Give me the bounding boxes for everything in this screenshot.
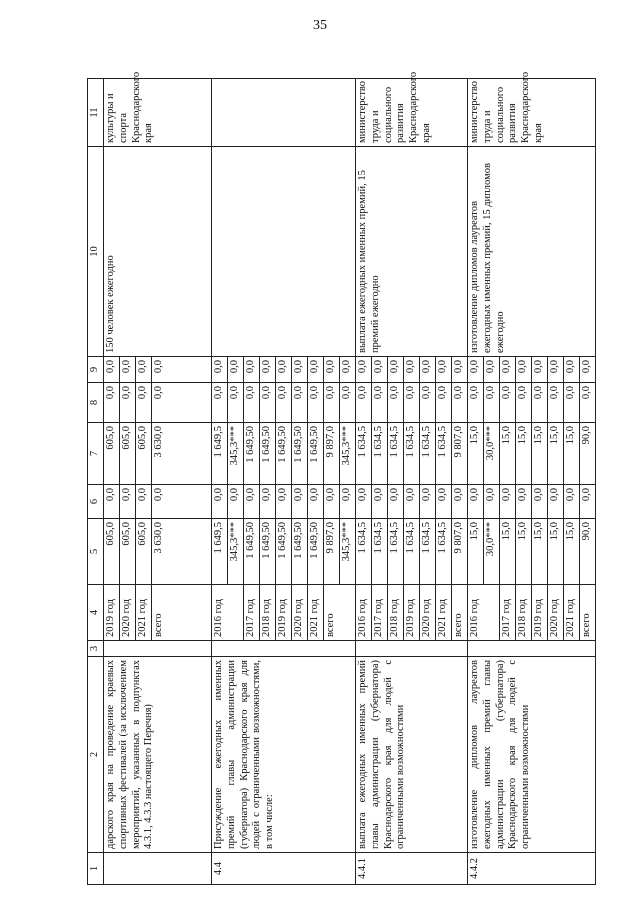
local-cell: 0,0 (436, 383, 452, 423)
federal-cell: 0,0 (468, 485, 484, 519)
total-cell: 15,0 (500, 519, 516, 585)
federal-cell: 0,0 (484, 485, 500, 519)
col-3-cell (212, 641, 356, 657)
other-cell: 0,0 (404, 357, 420, 383)
other-cell: 0,0 (212, 357, 228, 383)
other-cell: 0,0 (484, 357, 500, 383)
item-number: 4.4.1 (356, 853, 468, 885)
year-cell: 2020 год (548, 585, 564, 641)
total-cell: 1 649,50 (276, 519, 292, 585)
regional-cell: 1 634,5 (404, 423, 420, 485)
year-cell: 2020 год (420, 585, 436, 641)
year-cell: 2017 год (500, 585, 516, 641)
other-cell: 0,0 (548, 357, 564, 383)
regional-cell: 9 807,0 (452, 423, 468, 485)
federal-cell: 0,0 (260, 485, 276, 519)
total-cell: 15,0 (548, 519, 564, 585)
item-description: Присуждение ежегодных именных премий главы администрации (губернатора) Краснодарского края для людей с ограниченными возможностями, в том числе: (212, 657, 356, 853)
local-cell: 0,0 (356, 383, 372, 423)
local-cell: 0,0 (324, 383, 340, 423)
regional-cell: 1 634,5 (388, 423, 404, 485)
regional-cell: 9 897,0 (324, 423, 340, 485)
federal-cell: 0,0 (404, 485, 420, 519)
local-cell: 0,0 (484, 383, 500, 423)
total-cell: 15,0 (516, 519, 532, 585)
federal-cell: 0,0 (452, 485, 468, 519)
total-cell: 345,3*** (228, 519, 244, 585)
regional-cell: 15,0 (532, 423, 548, 485)
federal-cell: 0,0 (388, 485, 404, 519)
other-cell: 0,0 (324, 357, 340, 383)
item-number: 4.4.2 (468, 853, 596, 885)
local-cell: 0,0 (500, 383, 516, 423)
total-cell: 605,0 (120, 519, 136, 585)
local-cell: 0,0 (244, 383, 260, 423)
total-cell: 605,0 (104, 519, 120, 585)
executor-cell: министерство труда и социального развития Краснодарского края (356, 79, 468, 147)
federal-cell: 0,0 (324, 485, 340, 519)
total-cell: 605,0 (136, 519, 152, 585)
total-cell: 90,0 (580, 519, 596, 585)
regional-cell: 1 649,50 (308, 423, 324, 485)
regional-cell: 605,0 (120, 423, 136, 485)
local-cell: 0,0 (228, 383, 244, 423)
total-cell: 9 807,0 (452, 519, 468, 585)
regional-cell: 1 649,50 (276, 423, 292, 485)
result-cell: выплата ежегодных именных премий, 15 премий ежегодно (356, 147, 468, 357)
year-cell: 2020 год (120, 585, 136, 641)
other-cell: 0,0 (452, 357, 468, 383)
col-3-cell (104, 641, 212, 657)
other-cell: 0,0 (244, 357, 260, 383)
year-cell: 2020 год (292, 585, 308, 641)
regional-cell: 15,0 (548, 423, 564, 485)
regional-cell: 1 634,5 (372, 423, 388, 485)
regional-cell: 1 649,50 (260, 423, 276, 485)
year-cell: 2021 год (308, 585, 324, 641)
col-6-header: 6 (88, 485, 104, 519)
header-row (88, 79, 104, 885)
table-row (104, 79, 120, 885)
other-cell: 0,0 (420, 357, 436, 383)
year-cell: 2018 год (388, 585, 404, 641)
regional-cell: 15,0 (468, 423, 484, 485)
federal-cell: 0,0 (564, 485, 580, 519)
local-cell: 0,0 (564, 383, 580, 423)
result-cell: 150 человек ежегодно (104, 147, 212, 357)
federal-cell: 0,0 (516, 485, 532, 519)
col-1-header: 1 (88, 853, 104, 885)
other-cell: 0,0 (152, 357, 212, 383)
federal-cell: 0,0 (548, 485, 564, 519)
local-cell: 0,0 (308, 383, 324, 423)
federal-cell: 0,0 (104, 485, 120, 519)
regional-cell: 605,0 (136, 423, 152, 485)
year-cell: 2017 год (372, 585, 388, 641)
other-cell: 0,0 (436, 357, 452, 383)
local-cell: 0,0 (516, 383, 532, 423)
federal-cell: 0,0 (340, 485, 356, 519)
federal-cell: 0,0 (292, 485, 308, 519)
total-cell: 15,0 (532, 519, 548, 585)
federal-cell: 0,0 (532, 485, 548, 519)
executor-cell: культуры и спорта Краснодарского края (104, 79, 212, 147)
regional-cell: 345,3*** (228, 423, 244, 485)
table-row (356, 79, 372, 885)
year-cell: 2016 год (356, 585, 372, 641)
federal-cell: 0,0 (228, 485, 244, 519)
other-cell: 0,0 (532, 357, 548, 383)
other-cell: 0,0 (372, 357, 388, 383)
federal-cell: 0,0 (136, 485, 152, 519)
col-4-header: 4 (88, 585, 104, 641)
local-cell: 0,0 (120, 383, 136, 423)
local-cell: 0,0 (388, 383, 404, 423)
federal-cell: 0,0 (152, 485, 212, 519)
total-cell: 1 634,5 (356, 519, 372, 585)
local-cell: 0,0 (404, 383, 420, 423)
program-table (87, 71, 596, 885)
item-description: выплата ежегодных именных премий главы администрации (губернатора) Краснодарского края для людей с ограниченными возможностями (356, 657, 468, 853)
regional-cell: 90,0 (580, 423, 596, 485)
local-cell: 0,0 (104, 383, 120, 423)
other-cell: 0,0 (120, 357, 136, 383)
federal-cell: 0,0 (276, 485, 292, 519)
local-cell: 0,0 (292, 383, 308, 423)
total-cell: 1 649,5 (212, 519, 228, 585)
local-cell: 0,0 (580, 383, 596, 423)
local-cell: 0,0 (372, 383, 388, 423)
regional-cell: 1 649,50 (244, 423, 260, 485)
year-cell: всего (152, 585, 212, 641)
year-cell: всего (324, 585, 356, 641)
year-cell: 2021 год (564, 585, 580, 641)
table-row (468, 79, 484, 885)
other-cell: 0,0 (564, 357, 580, 383)
col-2-header: 2 (88, 657, 104, 853)
local-cell: 0,0 (548, 383, 564, 423)
federal-cell: 0,0 (372, 485, 388, 519)
other-cell: 0,0 (260, 357, 276, 383)
regional-cell: 1 634,5 (436, 423, 452, 485)
federal-cell: 0,0 (500, 485, 516, 519)
col-9-header: 9 (88, 357, 104, 383)
year-cell: 2019 год (104, 585, 120, 641)
total-cell: 3 630,0 (152, 519, 212, 585)
executor-cell: министерство труда и социального развития Краснодарского края (468, 79, 596, 147)
total-cell: 30,0*** (484, 519, 500, 585)
col-3-cell (356, 641, 468, 657)
regional-cell: 1 649,5 (212, 423, 228, 485)
local-cell: 0,0 (420, 383, 436, 423)
total-cell: 1 634,5 (420, 519, 436, 585)
other-cell: 0,0 (500, 357, 516, 383)
federal-cell: 0,0 (120, 485, 136, 519)
federal-cell: 0,0 (308, 485, 324, 519)
total-cell: 1 649,50 (260, 519, 276, 585)
table-row (212, 79, 228, 885)
local-cell: 0,0 (468, 383, 484, 423)
local-cell: 0,0 (340, 383, 356, 423)
total-cell: 1 649,50 (308, 519, 324, 585)
regional-cell: 15,0 (564, 423, 580, 485)
col-5-header: 5 (88, 519, 104, 585)
federal-cell: 0,0 (436, 485, 452, 519)
federal-cell: 0,0 (580, 485, 596, 519)
year-cell: 2021 год (436, 585, 452, 641)
local-cell: 0,0 (260, 383, 276, 423)
other-cell: 0,0 (356, 357, 372, 383)
local-cell: 0,0 (212, 383, 228, 423)
other-cell: 0,0 (228, 357, 244, 383)
total-cell: 1 634,5 (372, 519, 388, 585)
executor-cell (212, 79, 356, 147)
federal-cell: 0,0 (356, 485, 372, 519)
col-3-header: 3 (88, 641, 104, 657)
col-7-header: 7 (88, 423, 104, 485)
item-description: изготовление дипломов лауреатов ежегодных именных премий главы администрации (губернатора) Краснодарского края для людей с ограниченными возможностями (468, 657, 596, 853)
federal-cell: 0,0 (212, 485, 228, 519)
item-number (104, 853, 212, 885)
total-cell: 15,0 (564, 519, 580, 585)
other-cell: 0,0 (292, 357, 308, 383)
other-cell: 0,0 (388, 357, 404, 383)
year-cell: 2018 год (516, 585, 532, 641)
year-cell: всего (452, 585, 468, 641)
year-cell: 2019 год (404, 585, 420, 641)
regional-cell: 605,0 (104, 423, 120, 485)
col-11-header: 11 (88, 79, 104, 147)
local-cell: 0,0 (136, 383, 152, 423)
year-cell: 2017 год (244, 585, 260, 641)
program-table-rotated (87, 71, 592, 885)
regional-cell: 30,0*** (484, 423, 500, 485)
page-number: 35 (313, 18, 327, 33)
regional-cell: 1 634,5 (356, 423, 372, 485)
total-cell: 1 649,50 (244, 519, 260, 585)
regional-cell: 3 630,0 (152, 423, 212, 485)
item-number: 4.4 (212, 853, 356, 885)
other-cell: 0,0 (104, 357, 120, 383)
local-cell: 0,0 (276, 383, 292, 423)
col-8-header: 8 (88, 383, 104, 423)
regional-cell: 345,3*** (340, 423, 356, 485)
year-cell: 2021 год (136, 585, 152, 641)
federal-cell: 0,0 (244, 485, 260, 519)
other-cell: 0,0 (340, 357, 356, 383)
regional-cell: 15,0 (516, 423, 532, 485)
total-cell: 1 634,5 (388, 519, 404, 585)
year-cell: всего (580, 585, 596, 641)
total-cell: 1 634,5 (404, 519, 420, 585)
other-cell: 0,0 (580, 357, 596, 383)
regional-cell: 1 649,50 (292, 423, 308, 485)
result-cell (212, 147, 356, 357)
local-cell: 0,0 (452, 383, 468, 423)
other-cell: 0,0 (468, 357, 484, 383)
total-cell: 9 897,0 (324, 519, 340, 585)
year-cell: 2019 год (532, 585, 548, 641)
other-cell: 0,0 (516, 357, 532, 383)
year-cell: 2016 год (468, 585, 500, 641)
total-cell: 1 649,50 (292, 519, 308, 585)
other-cell: 0,0 (136, 357, 152, 383)
year-cell: 2016 год (212, 585, 244, 641)
year-cell: 2018 год (260, 585, 276, 641)
col-10-header: 10 (88, 147, 104, 357)
federal-cell: 0,0 (420, 485, 436, 519)
total-cell: 1 634,5 (436, 519, 452, 585)
local-cell: 0,0 (152, 383, 212, 423)
total-cell: 15,0 (468, 519, 484, 585)
other-cell: 0,0 (276, 357, 292, 383)
regional-cell: 15,0 (500, 423, 516, 485)
local-cell: 0,0 (532, 383, 548, 423)
item-description: дарского края на проведение краевых спортивных фестивалей (за исключением мероприятий, указанных в подпунктах 4.3.1, 4.3.3 настоящего Перечня) (104, 657, 212, 853)
other-cell: 0,0 (308, 357, 324, 383)
total-cell: 345,3*** (340, 519, 356, 585)
regional-cell: 1 634,5 (420, 423, 436, 485)
result-cell: изготовление дипломов лауреатов ежегодных именных премий, 15 дипломов ежегодно (468, 147, 596, 357)
col-3-cell (468, 641, 596, 657)
year-cell: 2019 год (276, 585, 292, 641)
